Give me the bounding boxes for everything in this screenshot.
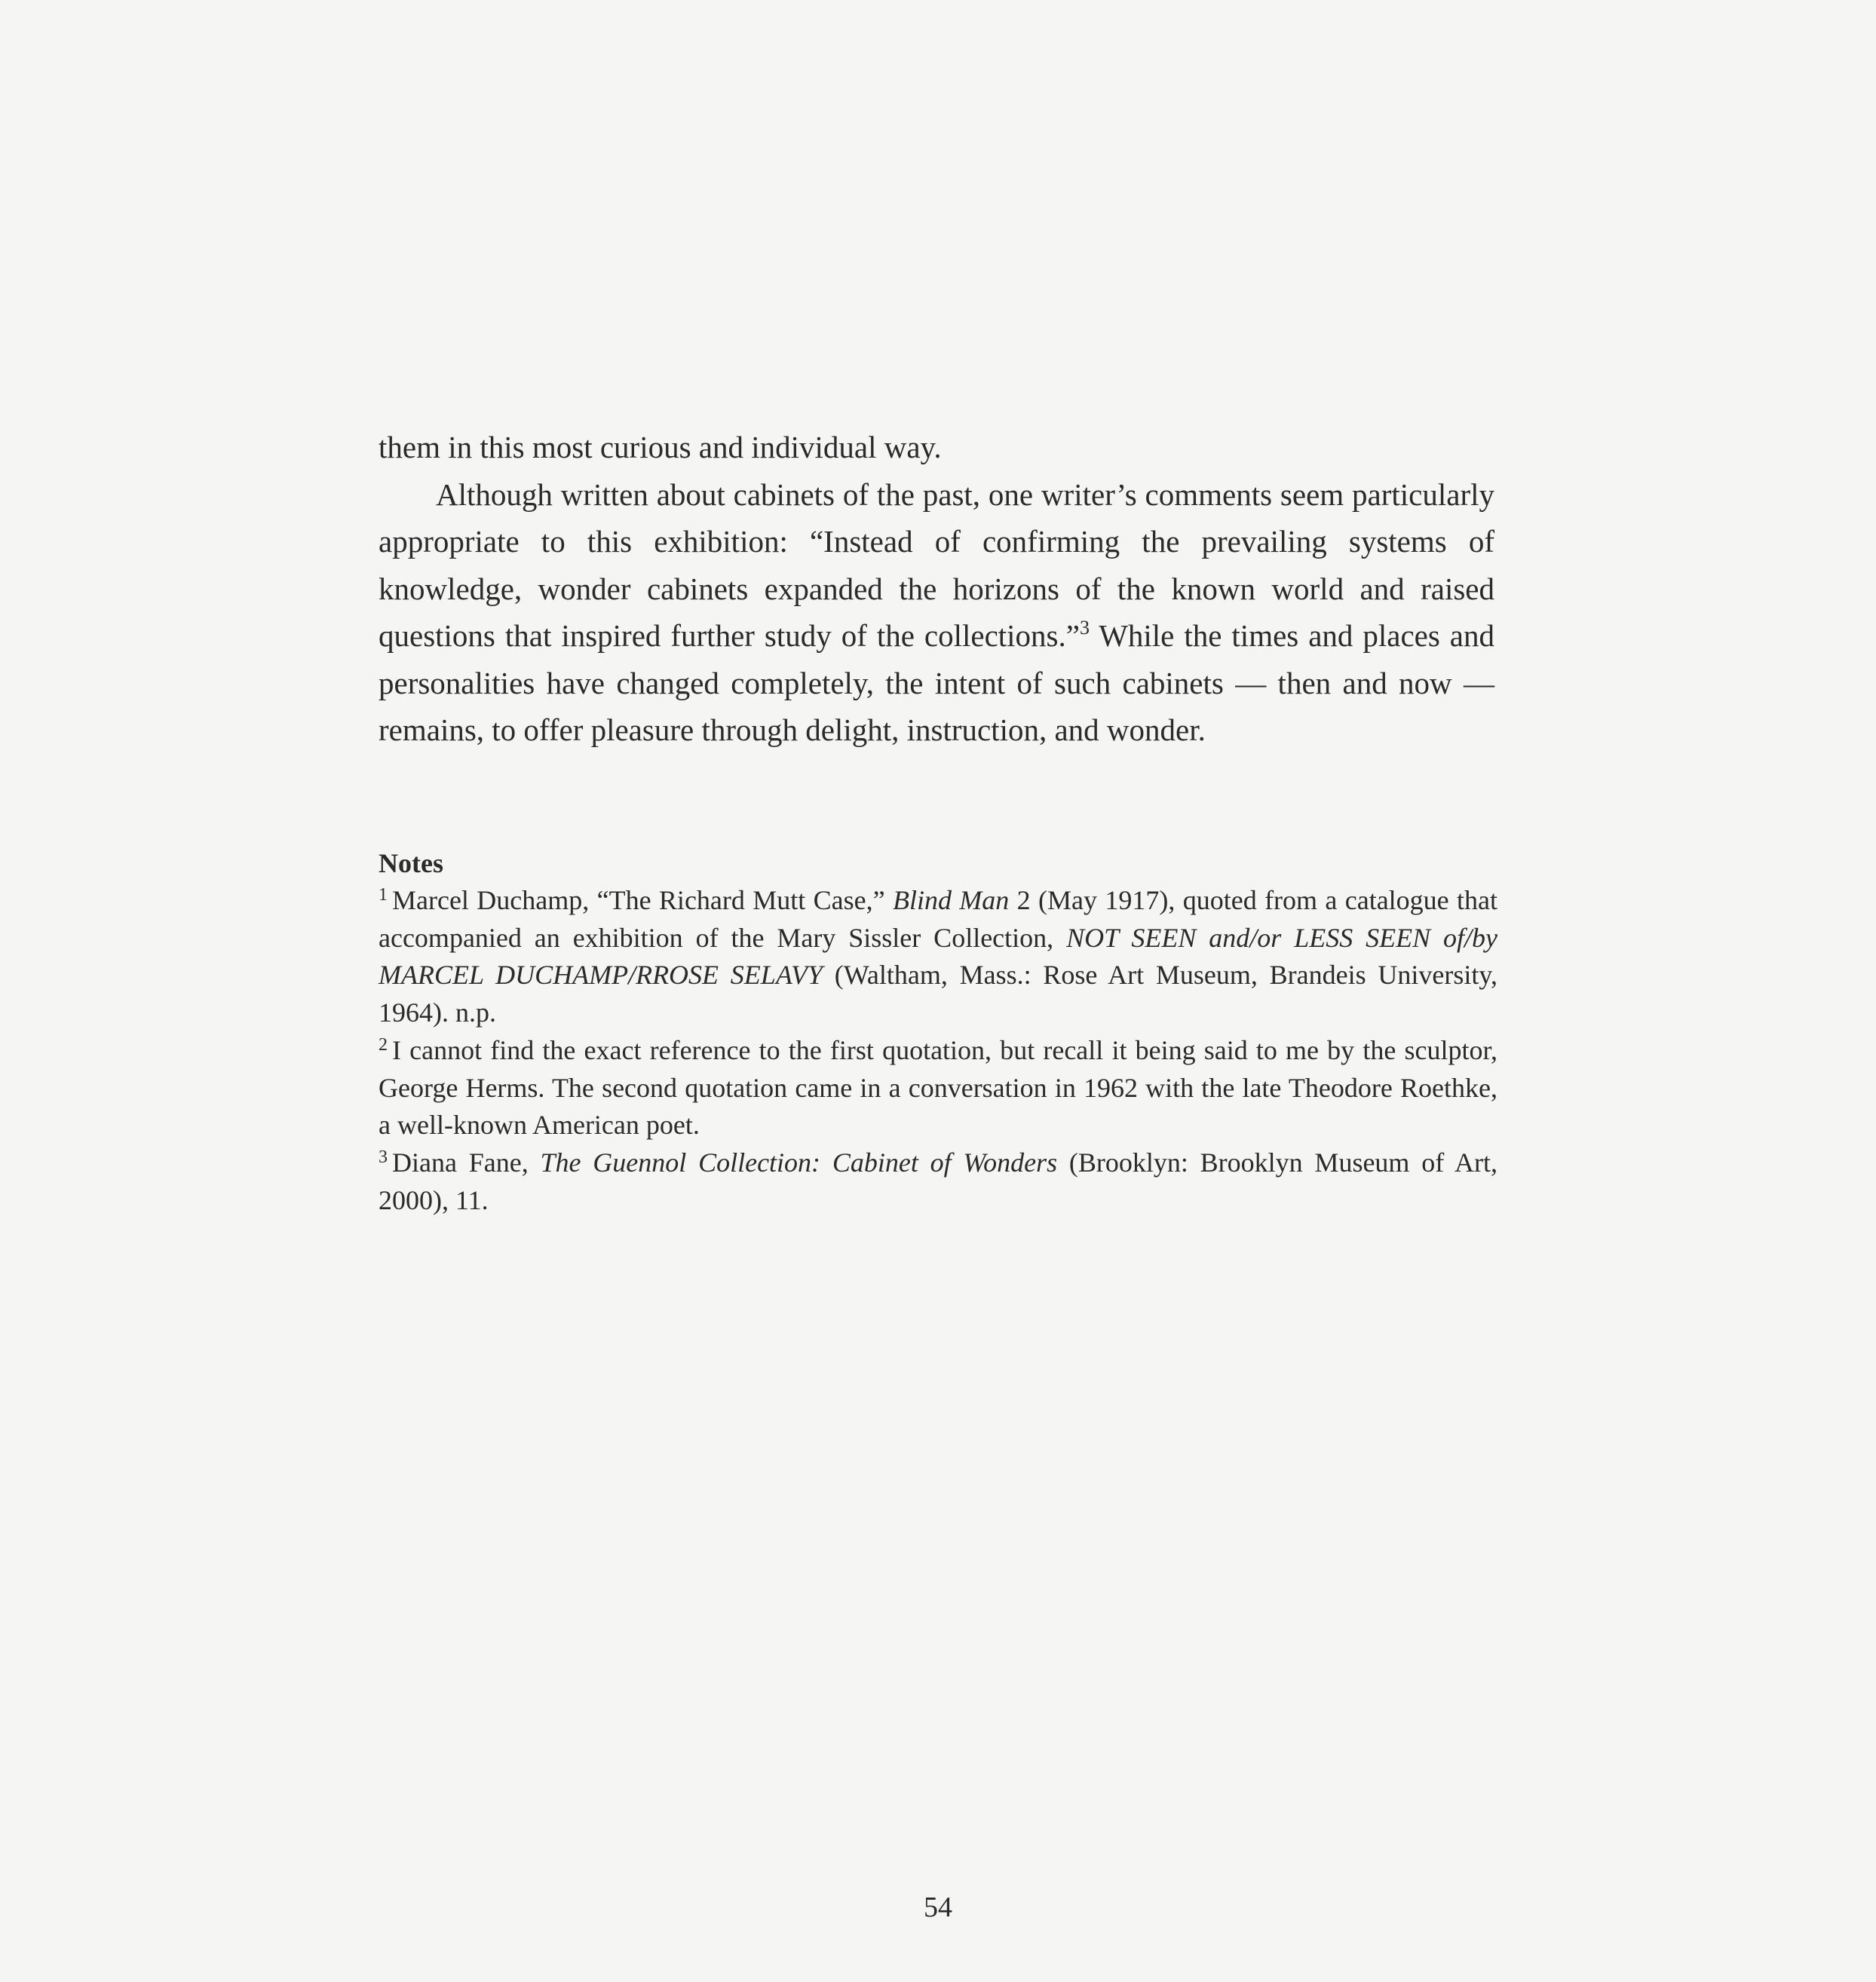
note-1-text-c: 2 (May 1917), quoted from a catalogue that accompanied an exhibition of the Mary Sissler Collection,: [379, 885, 1498, 953]
note-1-text-e: (Waltham, Mass.: Rose Art Museum, Brandeis University, 1964). n.p.: [379, 960, 1497, 1028]
note-3-text-c: (Brooklyn: Brooklyn Museum of Art, 2000), 11.: [379, 1147, 1498, 1215]
note-1: [379, 882, 1497, 1032]
paragraph-2-text-b: While the times and places and personalities have changed completely, the intent of such cabinets — then and now — remains, to offer pleasure through delight, instruction, and wonder.: [379, 618, 1494, 747]
note-3: [379, 1144, 1497, 1219]
paragraph-1-text: them in this most curious and individual way.: [379, 430, 942, 464]
footnote-ref-3: 3: [1079, 617, 1090, 639]
paragraph-2: [379, 471, 1494, 754]
note-1-number: 1: [379, 885, 388, 905]
notes-section: [379, 844, 1497, 1219]
note-3-title-italic: The Guennol Collection: Cabinet of Wonders: [540, 1147, 1058, 1178]
note-1-text-a: Marcel Duchamp, “The Richard Mutt Case,”: [392, 885, 893, 915]
note-1-catalogue-italic: NOT SEEN and/or LESS SEEN of/by MARCEL DUCHAMP/RROSE SELAVY: [379, 922, 1497, 991]
paragraph-1: [379, 424, 1494, 471]
notes-heading: Notes: [379, 848, 443, 878]
paragraph-2-text-a: Although written about cabinets of the past, one writer’s comments seem particularly appropriate to this exhibition: “Instead of confirming the prevailing systems of knowledge, wonder cabinets expanded the horizons of the known world and raised questions that inspired further study of the collections.”: [379, 476, 1494, 653]
page-number: 54: [924, 1892, 952, 1923]
note-2-text: I cannot find the exact reference to the first quotation, but recall it being said to me by the sculptor, George Herms. The second quotation came in a conversation in 1962 with the late Theodore Roethke, a well-known American poet.: [379, 1034, 1497, 1141]
note-2-number: 2: [379, 1034, 388, 1055]
note-3-number: 3: [379, 1147, 388, 1167]
note-1-title-italic: Blind Man: [892, 885, 1010, 915]
note-2: [379, 1032, 1497, 1144]
body-text: [379, 424, 1494, 754]
note-3-text-a: Diana Fane,: [392, 1147, 541, 1178]
